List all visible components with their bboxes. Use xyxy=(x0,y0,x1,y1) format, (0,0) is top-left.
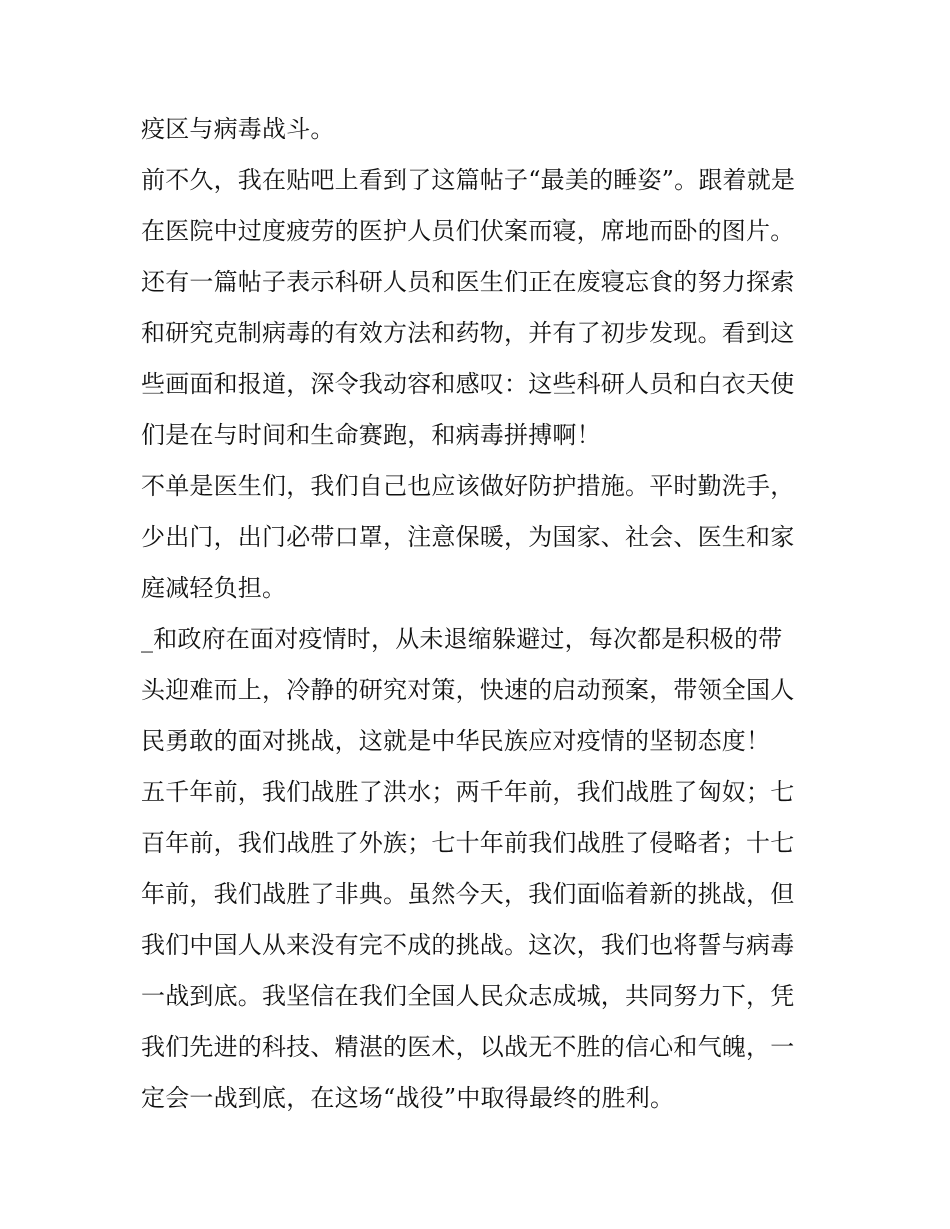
text-line: 定会一战到底，在这场“战役”中取得最终的胜利。 xyxy=(141,1084,675,1112)
text-line: 我们先进的科技、精湛的医术，以战无不胜的信心和气魄，一 xyxy=(141,1033,795,1061)
text-line: 庭减轻负担。 xyxy=(141,574,287,602)
text-line: 头迎难而上，冷静的研究对策，快速的启动预案，带领全国人 xyxy=(141,676,795,704)
text-line: 们是在与时间和生命赛跑，和病毒拼搏啊！ xyxy=(141,421,601,449)
text-line: 百年前，我们战胜了外族；七十年前我们战胜了侵略者；十七 xyxy=(141,829,795,857)
text-line: 和研究克制病毒的有效方法和药物，并有了初步发现。看到这 xyxy=(141,319,795,347)
text-line: _和政府在面对疫情时，从未退缩躲避过，每次都是积极的带 xyxy=(141,625,783,653)
text-line: 还有一篇帖子表示科研人员和医生们正在废寝忘食的努力探索 xyxy=(141,268,795,296)
paragraph-2 xyxy=(141,155,813,461)
text-line: 不单是医生们，我们自己也应该做好防护措施。平时勤洗手， xyxy=(141,472,795,500)
text-line: 民勇敢的面对挑战，这就是中华民族应对疫情的坚韧态度！ xyxy=(141,727,771,755)
text-line: 在医院中过度疲劳的医护人员们伏案而寝，席地而卧的图片。 xyxy=(141,217,795,245)
document-body xyxy=(141,104,813,1124)
text-line: 疫区与病毒战斗。 xyxy=(141,115,335,143)
text-line: 少出门，出门必带口罩，注意保暖，为国家、社会、医生和家 xyxy=(141,523,795,551)
text-line: 些画面和报道，深令我动容和感叹：这些科研人员和白衣天使 xyxy=(141,370,795,398)
text-line: 年前，我们战胜了非典。虽然今天，我们面临着新的挑战，但 xyxy=(141,880,795,908)
text-line: 五千年前，我们战胜了洪水；两千年前，我们战胜了匈奴；七 xyxy=(141,778,795,806)
paragraph-1 xyxy=(141,104,813,155)
text-line: 一战到底。我坚信在我们全国人民众志成城，共同努力下，凭 xyxy=(141,982,795,1010)
paragraph-4 xyxy=(141,614,813,767)
text-line: 我们中国人从来没有完不成的挑战。这次，我们也将誓与病毒 xyxy=(141,931,795,959)
paragraph-3 xyxy=(141,461,813,614)
text-line: 前不久，我在贴吧上看到了这篇帖子“最美的睡姿”。跟着就是 xyxy=(141,166,796,194)
paragraph-5 xyxy=(141,767,813,1124)
